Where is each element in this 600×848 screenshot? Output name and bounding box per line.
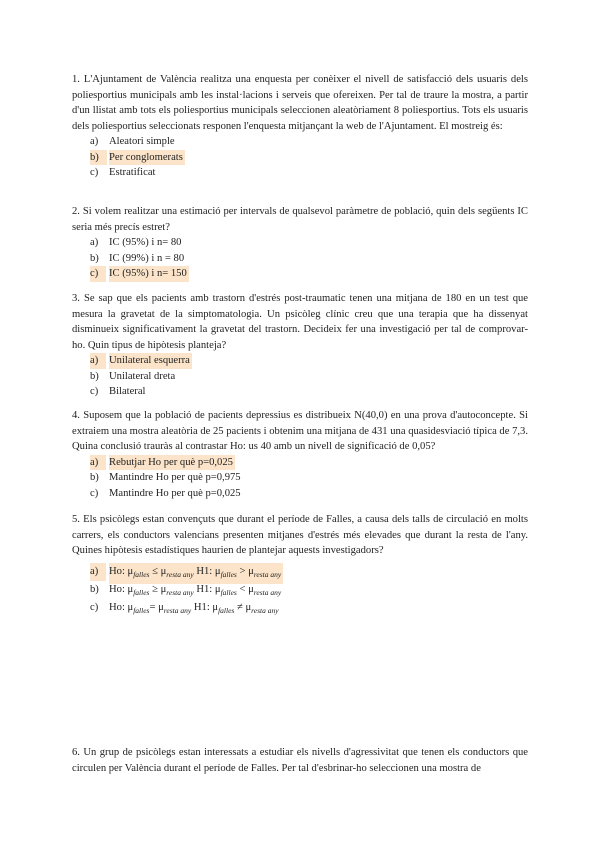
question-5-option-b[interactable] — [72, 581, 528, 599]
option-text: Bilateral — [109, 386, 146, 397]
question-2-options — [72, 235, 528, 282]
option-text: Per conglomerats — [109, 150, 185, 166]
question-6-stem: 6. Un grup de psicòlegs estan interessats a estudiar els nivells d'agressivitat que tenen els conductors que circulen per València durant el període de Falles. Per tal d'esbrinar-ho seleccionen una mostra de — [72, 747, 528, 774]
subscript: falles — [133, 587, 150, 597]
relation-text: < μ — [236, 583, 254, 595]
question-4-option-c[interactable] — [72, 486, 528, 502]
question-3-option-c[interactable] — [72, 384, 528, 400]
option-label: b) — [90, 583, 99, 595]
question-1-option-b[interactable] — [72, 150, 528, 166]
relation-text: ≠ μ — [234, 601, 252, 613]
question-3-option-b[interactable] — [72, 369, 528, 385]
subscript: falles — [133, 605, 150, 615]
subscript: falles — [218, 605, 235, 615]
option-text: IC (99%) i n = 80 — [109, 252, 185, 264]
option-text: Aleatori simple — [109, 136, 175, 147]
relation-text: ≤ μ — [149, 565, 167, 577]
question-1-option-c[interactable] — [72, 165, 528, 181]
subscript: resta any — [166, 569, 194, 579]
question-5-option-c[interactable] — [72, 599, 528, 617]
question-3-options — [72, 353, 528, 400]
question-1-option-a[interactable] — [72, 134, 528, 150]
option-text: Mantindre Ho per què p=0,975 — [109, 472, 241, 483]
question-2 — [72, 204, 528, 282]
option-label: c) — [90, 601, 99, 613]
question-3 — [72, 291, 528, 400]
option-text: Rebutjar Ho per què p=0,025 — [109, 455, 235, 471]
question-2-stem: 2. Si volem realitzar una estimació per intervals de qualsevol paràmetre de població, quin dels següents IC seria més precís estret? — [72, 206, 528, 233]
relation-text: ≥ μ — [149, 583, 167, 595]
option-label: c) — [90, 386, 99, 397]
option-label: b) — [90, 472, 99, 483]
question-2-option-c[interactable] — [72, 266, 528, 282]
question-5-options — [72, 563, 528, 617]
subscript: resta any — [251, 605, 279, 615]
option-label: a) — [90, 353, 106, 369]
option-label: c) — [90, 487, 99, 499]
question-3-option-a[interactable] — [72, 353, 528, 369]
option-label: c) — [90, 266, 106, 282]
question-4-stem: 4. Suposem que la població de pacients depressius es distribueix N(40,0) en una prova d'autoconcepte. Si extraiem una mostra aleatòria de 25 pacients i obtenim una mitjana de 431 una quasidesviació típica de 7,3. Quina conclusió trauràs al contrastar Ho: us 40 amb un nivell de significació de 0,05? — [72, 410, 528, 452]
h1-text: H1: μ — [193, 583, 221, 595]
option-label: a) — [90, 136, 99, 147]
option-label: c) — [90, 167, 99, 178]
option-label: a) — [90, 455, 106, 471]
h1-text: H1: μ — [193, 565, 221, 577]
question-1-options — [72, 134, 528, 181]
option-label: a) — [90, 237, 99, 248]
subscript: falles — [220, 569, 237, 579]
h1-text: H1: μ — [191, 601, 219, 613]
question-6 — [72, 745, 528, 776]
h0-text: Ho: μ — [109, 565, 134, 577]
h0-text: Ho: μ — [109, 601, 134, 613]
subscript: falles — [220, 587, 237, 597]
hypothesis-formula — [109, 599, 281, 620]
subscript: resta any — [253, 587, 282, 597]
question-3-stem: 3. Se sap que els pacients amb trastorn d'estrés post-traumatic tenen una mitjana de 180 en un test que mesura la gravetat de la simptomatologia. Un psicòleg clínic creu que una terapia que ha dissenyat disminueix significativament la gravetat del trastorn. Decideix fer una investigació per tal de comprovar-ho. Quin tipus de hipòtesis planteja? — [72, 293, 528, 351]
option-label: a) — [90, 563, 106, 581]
option-text: Unilateral esquerra — [109, 353, 192, 369]
subscript: falles — [133, 569, 150, 579]
question-2-option-a[interactable] — [72, 235, 528, 251]
option-text: Estratificat — [109, 167, 156, 178]
option-text: IC (95%) i n= 150 — [109, 266, 189, 282]
question-5 — [72, 512, 528, 617]
relation-text: = μ — [149, 601, 164, 613]
question-4-options — [72, 455, 528, 502]
question-1 — [72, 72, 528, 181]
option-label: b) — [90, 370, 99, 382]
question-4 — [72, 408, 528, 501]
question-4-option-b[interactable] — [72, 470, 528, 486]
relation-text: > μ — [236, 565, 254, 577]
option-text: Unilateral dreta — [109, 370, 176, 382]
option-text: Mantindre Ho per què p=0,025 — [109, 487, 241, 499]
option-text: IC (95%) i n= 80 — [109, 237, 182, 248]
option-label: b) — [90, 252, 99, 264]
question-5-stem: 5. Els psicòlegs estan convençuts que durant el període de Falles, a causa dels talls de circulació en molts carrers, els conductors valencians presenten mitjanes d'estrés més elevades que durant la resta de l'any. Quines hipòtesis estadístiques haurien de plantejar aquests investigadors? — [72, 514, 528, 556]
option-label: b) — [90, 150, 107, 166]
question-2-option-b[interactable] — [72, 251, 528, 267]
question-4-option-a[interactable] — [72, 455, 528, 471]
subscript: resta any — [253, 569, 282, 579]
h0-text: Ho: μ — [109, 583, 134, 595]
question-5-option-a[interactable] — [72, 563, 528, 581]
subscript: resta any — [166, 587, 194, 597]
question-1-stem: 1. L'Ajuntament de València realitza una enquesta per conèixer el nivell de satisfacció dels usuaris dels poliesportius municipals amb les instal·lacions i serveis que ofereixen. Per tal de traure la mostra, a partir d'un llistat amb tots els poliesportius municipals seleccionen aleatòriament 8 poliesportius. Tots els usuaris dels poliesportius seleccionats responen l'enquesta mitjançant la web de l'Ajuntament. El mostreig és: — [72, 74, 528, 132]
subscript: resta any — [163, 605, 192, 615]
